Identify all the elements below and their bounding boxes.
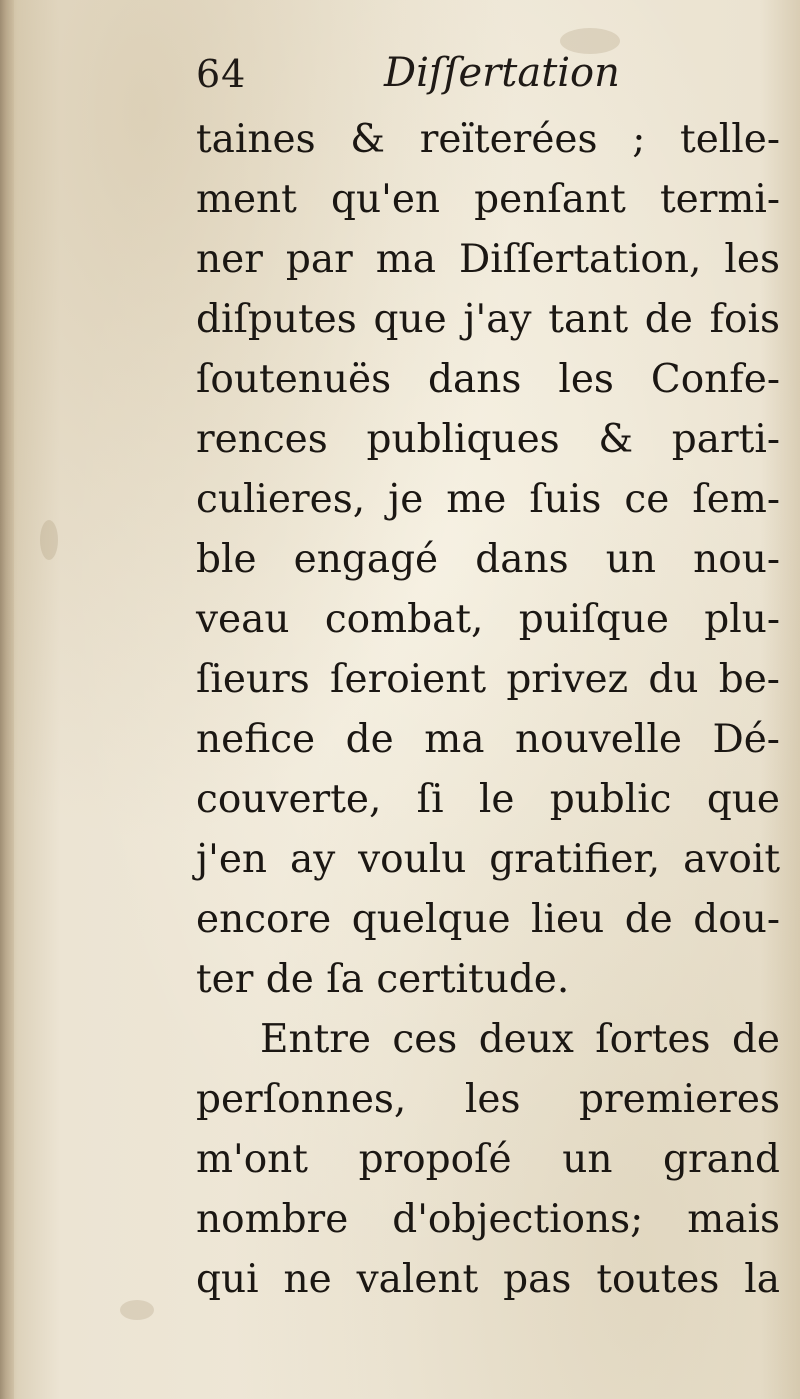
page-number: 64 [196, 52, 247, 96]
text-line: ter de ſa certitude. [196, 957, 570, 1002]
paragraph-first-line: Entre ces deux ſortes de [260, 1017, 780, 1062]
running-head: Diſſertation [384, 50, 620, 96]
text-line: nefice de ma nouvelle Dé- [196, 717, 780, 762]
text-line: nombre d'objections; mais [196, 1197, 780, 1242]
text-line: qui ne valent pas toutes la [196, 1257, 780, 1302]
text-line: rences publiques & parti- [196, 417, 780, 462]
text-line: perſonnes, les premieres [196, 1077, 780, 1122]
text-line: taines & reïterées ; telle- [196, 117, 780, 162]
text-line: veau combat, puiſque plu- [196, 597, 780, 642]
text-line: ner par ma Diſſertation, les [196, 237, 780, 282]
paper-stain [40, 520, 58, 560]
text-line: ble engagé dans un nou- [196, 537, 780, 582]
text-line: ſieurs ſeroient privez du be- [196, 657, 780, 702]
text-line: couverte, ſi le public que [196, 777, 780, 822]
body-text [196, 110, 780, 1310]
text-line: diſputes que j'ay tant de fois [196, 297, 780, 342]
page-header [0, 52, 800, 108]
text-line: encore quelque lieu de dou- [196, 897, 780, 942]
text-line: ment qu'en penſant termi- [196, 177, 780, 222]
paper-stain [120, 1300, 154, 1320]
text-line: j'en ay voulu gratifier, avoit [196, 837, 780, 882]
text-line: ſoutenuës dans les Confe- [196, 357, 780, 402]
text-line: m'ont propoſé un grand [196, 1137, 780, 1182]
text-line: culieres, je me ſuis ce ſem- [196, 477, 780, 522]
page-gutter-shadow [0, 0, 14, 1399]
